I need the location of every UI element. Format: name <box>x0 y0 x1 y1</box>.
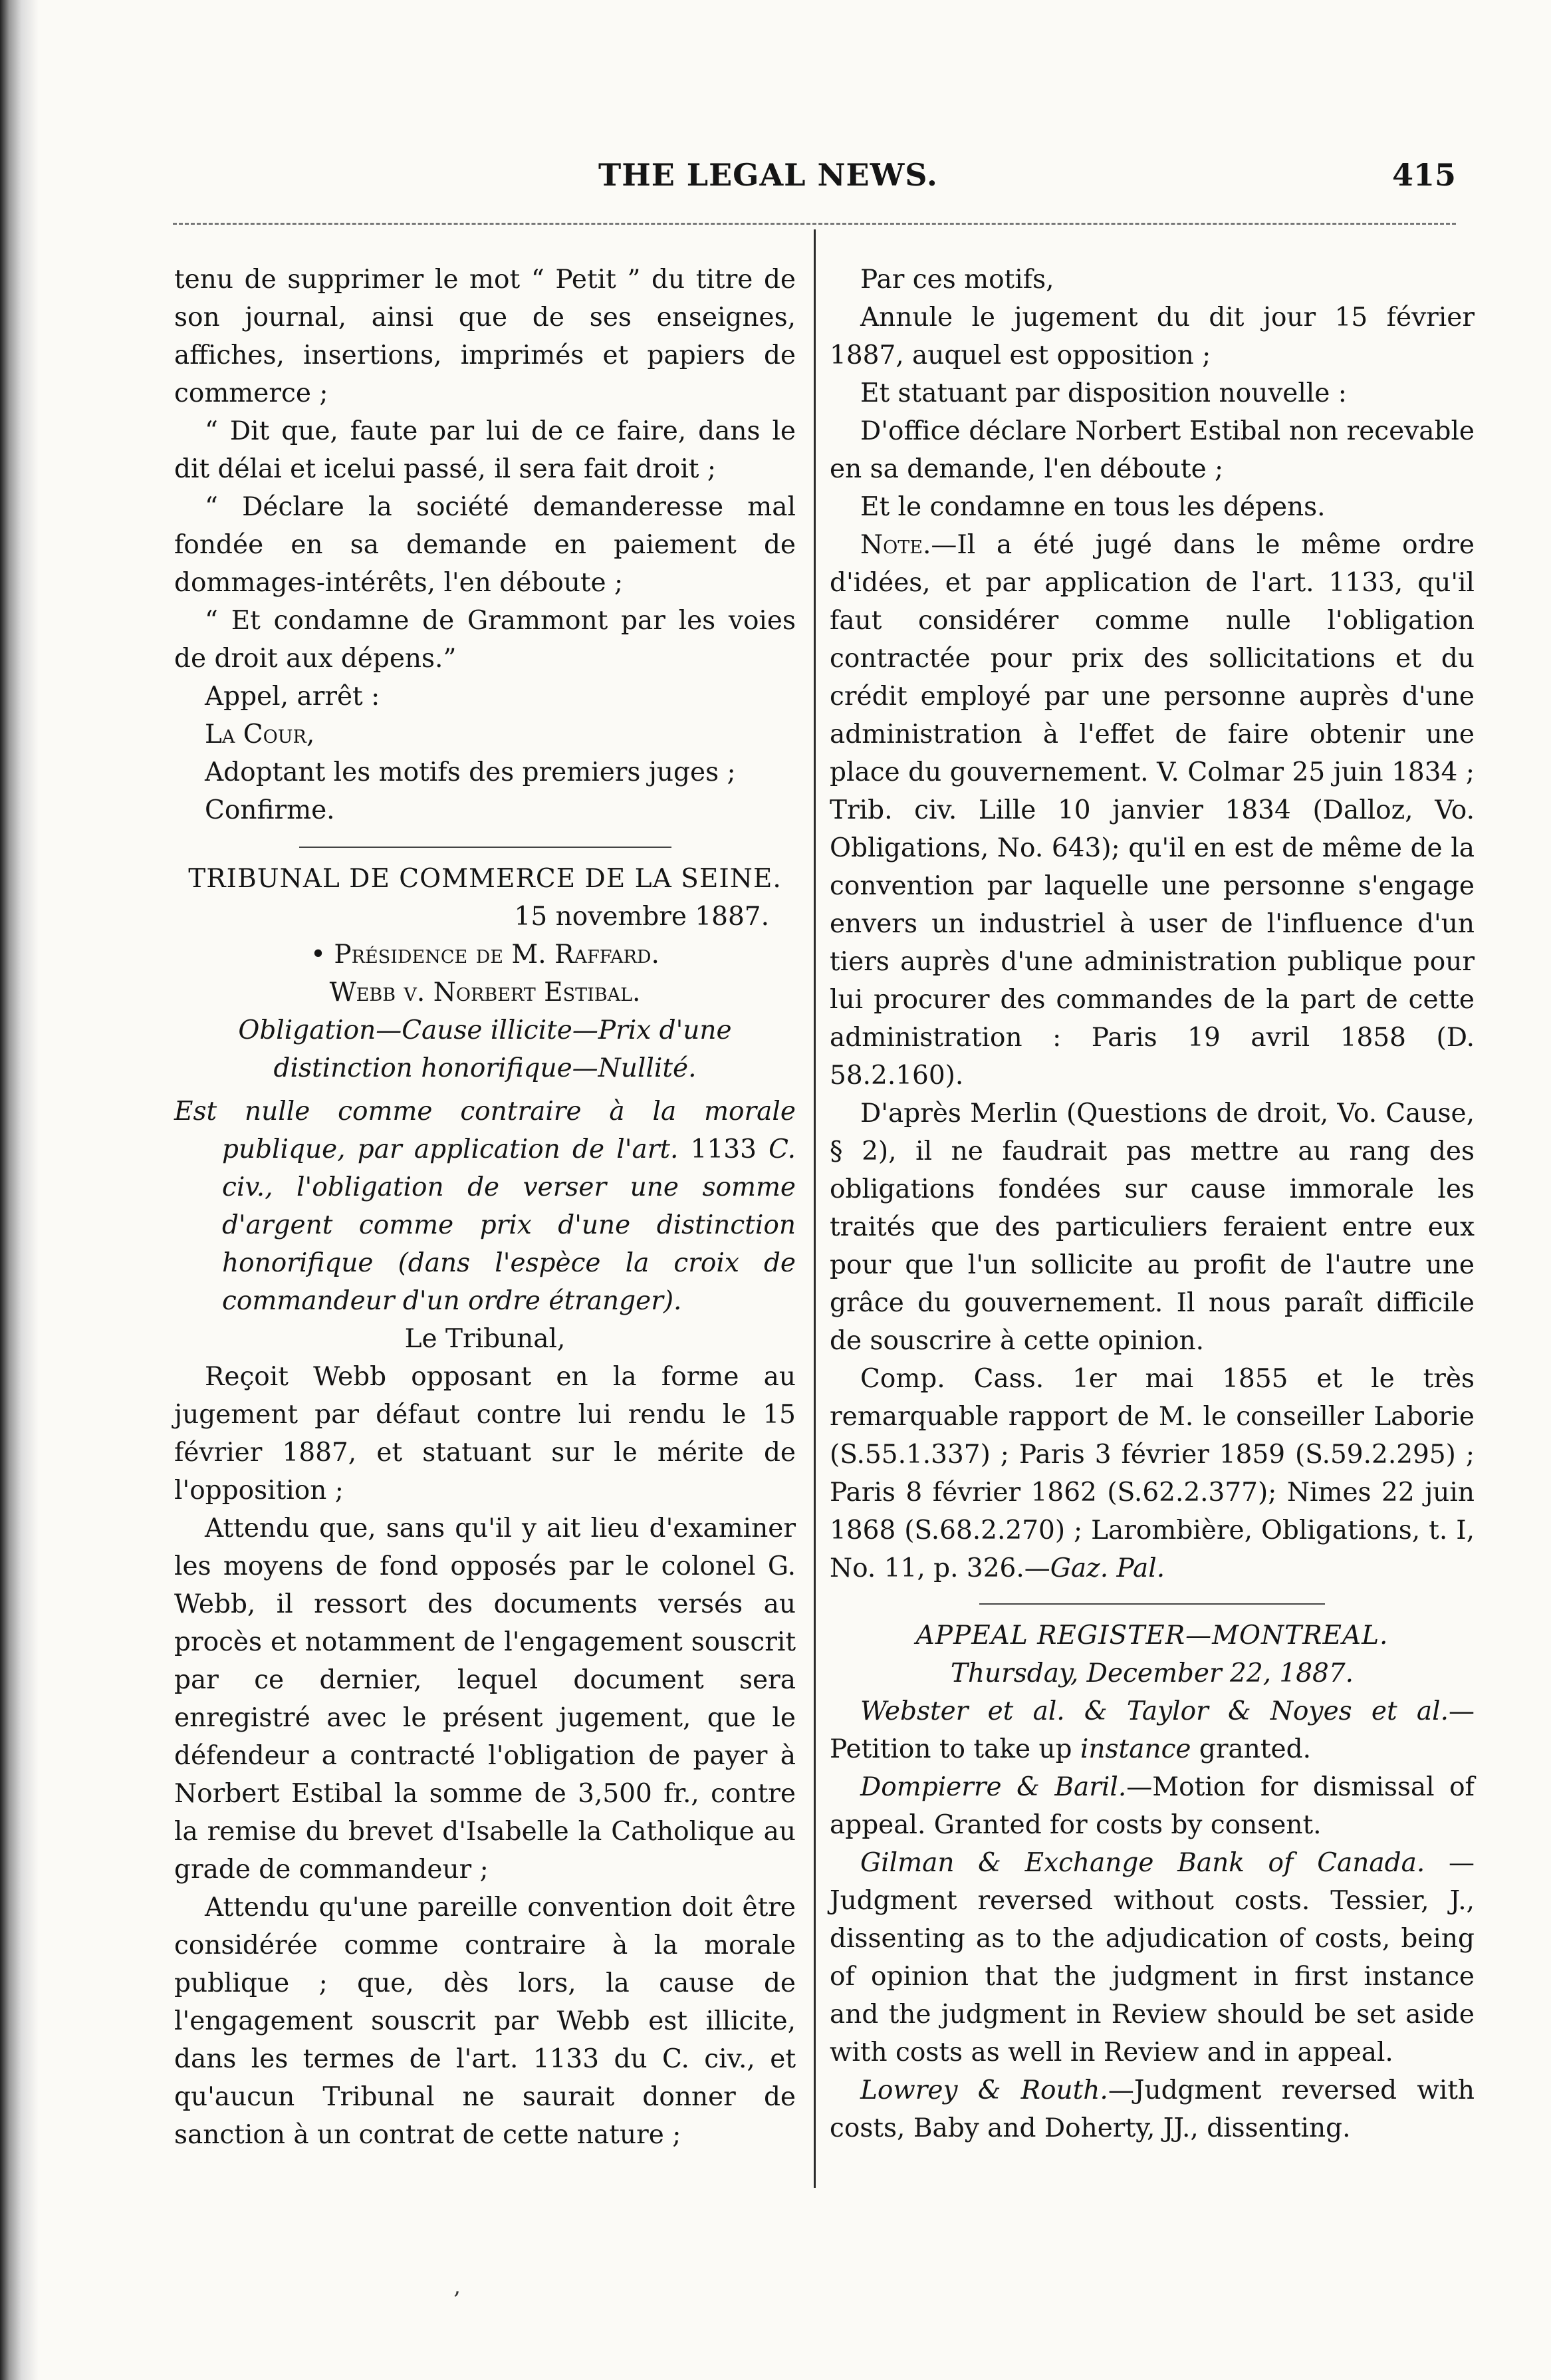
note-text: —Il a été jugé dans le même ordre d'idées, et par application de l'art. 1133, qu'il faut considérer comme nulle l'obligation contractée pour prix des sollicitations et du crédit employé par une personne auprès d'une administration à l'effet de faire obtenir une place du gouvernement. V. Colmar 25 juin 1834 ; Trib. civ. Lille 10 janvier 1834 (Dalloz, Vo. Obligations, No. 643); qu'il en est de même de la convention par laquelle une personne s'engage envers un industriel à user de l'influence d'un tiers auprès d'une administration publique pour lui procurer des commandes de la part de cette administration : Paris 19 avril 1858 (D. 58.2.160). <box>830 530 1475 1091</box>
case-court-heading: TRIBUNAL DE COMMERCE DE LA SEINE. <box>188 864 782 894</box>
entry-text: granted. <box>1191 1734 1311 1764</box>
paragraph: Et statuant par disposition nouvelle : <box>860 378 1347 408</box>
paragraph <box>830 1360 1475 1587</box>
headnote-text: C. civ., l'obligation de verser une somme d'argent comme prix d'une distinction honorifique (dans l'espèce la croix de commandeur d'un ordre étranger). <box>222 1134 796 1316</box>
column-divider <box>814 229 816 2188</box>
section-rule <box>979 1603 1325 1605</box>
register-heading: APPEAL REGISTER—MONTREAL. <box>915 1621 1389 1651</box>
paragraph: “ Dit que, faute par lui de ce faire, dans le dit délai et icelui passé, il sera fait droit ; <box>174 416 796 484</box>
paragraph: “ Déclare la société demanderesse mal fondée en sa demande en paiement de dommages-intérêts, l'en déboute ; <box>174 492 796 598</box>
presidence: • Présidence de M. Raffard. <box>310 940 659 970</box>
source-citation: Gaz. Pal. <box>1050 1553 1165 1583</box>
header-rule <box>173 223 1456 225</box>
paragraph: Par ces motifs, <box>860 265 1054 295</box>
paragraph: Annule le jugement du dit jour 15 février 1887, auquel est opposition ; <box>830 303 1475 370</box>
register-date: Thursday, December 22, 1887. <box>950 1658 1354 1688</box>
left-column <box>174 261 796 2154</box>
right-column <box>830 261 1475 2147</box>
paragraph: Reçoit Webb opposant en la forme au jugement par défaut contre lui rendu le 15 février 1887, et statuant sur le mérite de l'opposition ; <box>174 1362 796 1506</box>
note-paragraph <box>830 526 1475 1095</box>
article-number: 1133 <box>690 1134 757 1164</box>
register-entry <box>830 1844 1475 2071</box>
entry-parties: Webster et al. & Taylor & Noyes et al. <box>860 1696 1449 1726</box>
paragraph: Et le condamne en tous les dépens. <box>860 492 1326 522</box>
entry-text: —Motion for dismissal of appeal. Granted for costs by consent. <box>830 1772 1475 1840</box>
page-binding-edge <box>0 0 39 2380</box>
entry-text: —Judgment reversed with costs, Baby and Doherty, JJ., dissenting. <box>830 2075 1475 2143</box>
register-entry <box>830 1768 1475 1844</box>
entry-text: —Petition to take up <box>830 1696 1475 1764</box>
running-header <box>173 157 1456 199</box>
register-entry <box>830 2071 1475 2147</box>
headnote-body <box>174 1093 796 1320</box>
citations-text: Comp. Cass. 1er mai 1855 et le très remarquable rapport de M. le conseiller Laborie (S.55.1.337) ; Paris 3 février 1859 (S.59.2.295) ; Paris 8 février 1862 (S.62.2.377); Nimes 22 juin 1868 (S.68.2.270) ; Larombière, Obligations, t. I, No. 11, p. 326.— <box>830 1364 1475 1583</box>
entry-parties: Lowrey & Routh. <box>860 2075 1108 2105</box>
journal-title: THE LEGAL NEWS. <box>598 157 938 193</box>
paragraph: Appel, arrêt : <box>205 682 380 712</box>
paragraph: Attendu qu'une pareille convention doit être considérée comme contraire à la morale publique ; que, dès lors, la cause de l'engagement souscrit par Webb est illicite, dans les termes de l'art. 1133 du C. civ., et qu'aucun Tribunal ne saurait donner de sanction à un contrat de cette nature ; <box>174 1893 796 2150</box>
stray-print-mark: ‚ <box>453 2273 461 2300</box>
paragraph: tenu de supprimer le mot “ Petit ” du titre de son journal, ainsi que de ses enseignes, affiches, insertions, imprimés et papiers de commerce ; <box>174 265 796 408</box>
register-entry <box>830 1692 1475 1768</box>
paragraph: “ Et condamne de Grammont par les voies de droit aux dépens.” <box>174 606 796 674</box>
note-label: Note. <box>860 530 931 560</box>
paragraph: D'après Merlin (Questions de droit, Vo. Cause, § 2), il ne faudrait pas mettre au rang des obligations fondées sur cause immorale les traités que des particuliers feraient entre eux pour que l'un sollicite au profit de l'autre une grâce du gouvernement. Il nous paraît difficile de souscrire à cette opinion. <box>830 1099 1475 1356</box>
court-name: La Cour, <box>205 720 315 749</box>
paragraph: Confirme. <box>205 795 335 825</box>
paragraph: Attendu que, sans qu'il y ait lieu d'examiner les moyens de fond opposés par le colonel G. Webb, il ressort des documents versés au procès et notamment de l'engagement souscrit par ce dernier, lequel document sera enregistré avec le présent jugement, que le défendeur a contracté l'obligation de payer à Norbert Estibal la somme de 3,500 fr., contre la remise du brevet d'Isabelle la Catholique au grade de commandeur ; <box>174 1514 796 1885</box>
section-rule <box>299 847 671 848</box>
entry-text: — Judgment reversed without costs. Tessier, J., dissenting as to the adjudication of costs, being of opinion that the judgment in first instance and the judgment in Review should be set aside with costs as well in Review and in appeal. <box>830 1848 1475 2067</box>
paragraph: Adoptant les motifs des premiers juges ; <box>205 757 736 787</box>
headnote-text: Est nulle comme contraire à la morale publique, par application de l'art. <box>174 1097 796 1164</box>
case-date: 15 novembre 1887. <box>514 902 769 932</box>
entry-term: instance <box>1080 1734 1191 1764</box>
tribunal-label: Le Tribunal, <box>404 1324 566 1354</box>
entry-parties: Dompierre & Baril. <box>860 1772 1127 1802</box>
page-number: 415 <box>1391 157 1456 193</box>
headnote-title: Obligation—Cause illicite—Prix d'une distinction honorifique—Nullité. <box>238 1015 732 1083</box>
case-parties: Webb v. Norbert Estibal. <box>329 978 641 1007</box>
entry-parties: Gilman & Exchange Bank of Canada. <box>860 1848 1425 1878</box>
paragraph: D'office déclare Norbert Estibal non recevable en sa demande, l'en déboute ; <box>830 416 1475 484</box>
